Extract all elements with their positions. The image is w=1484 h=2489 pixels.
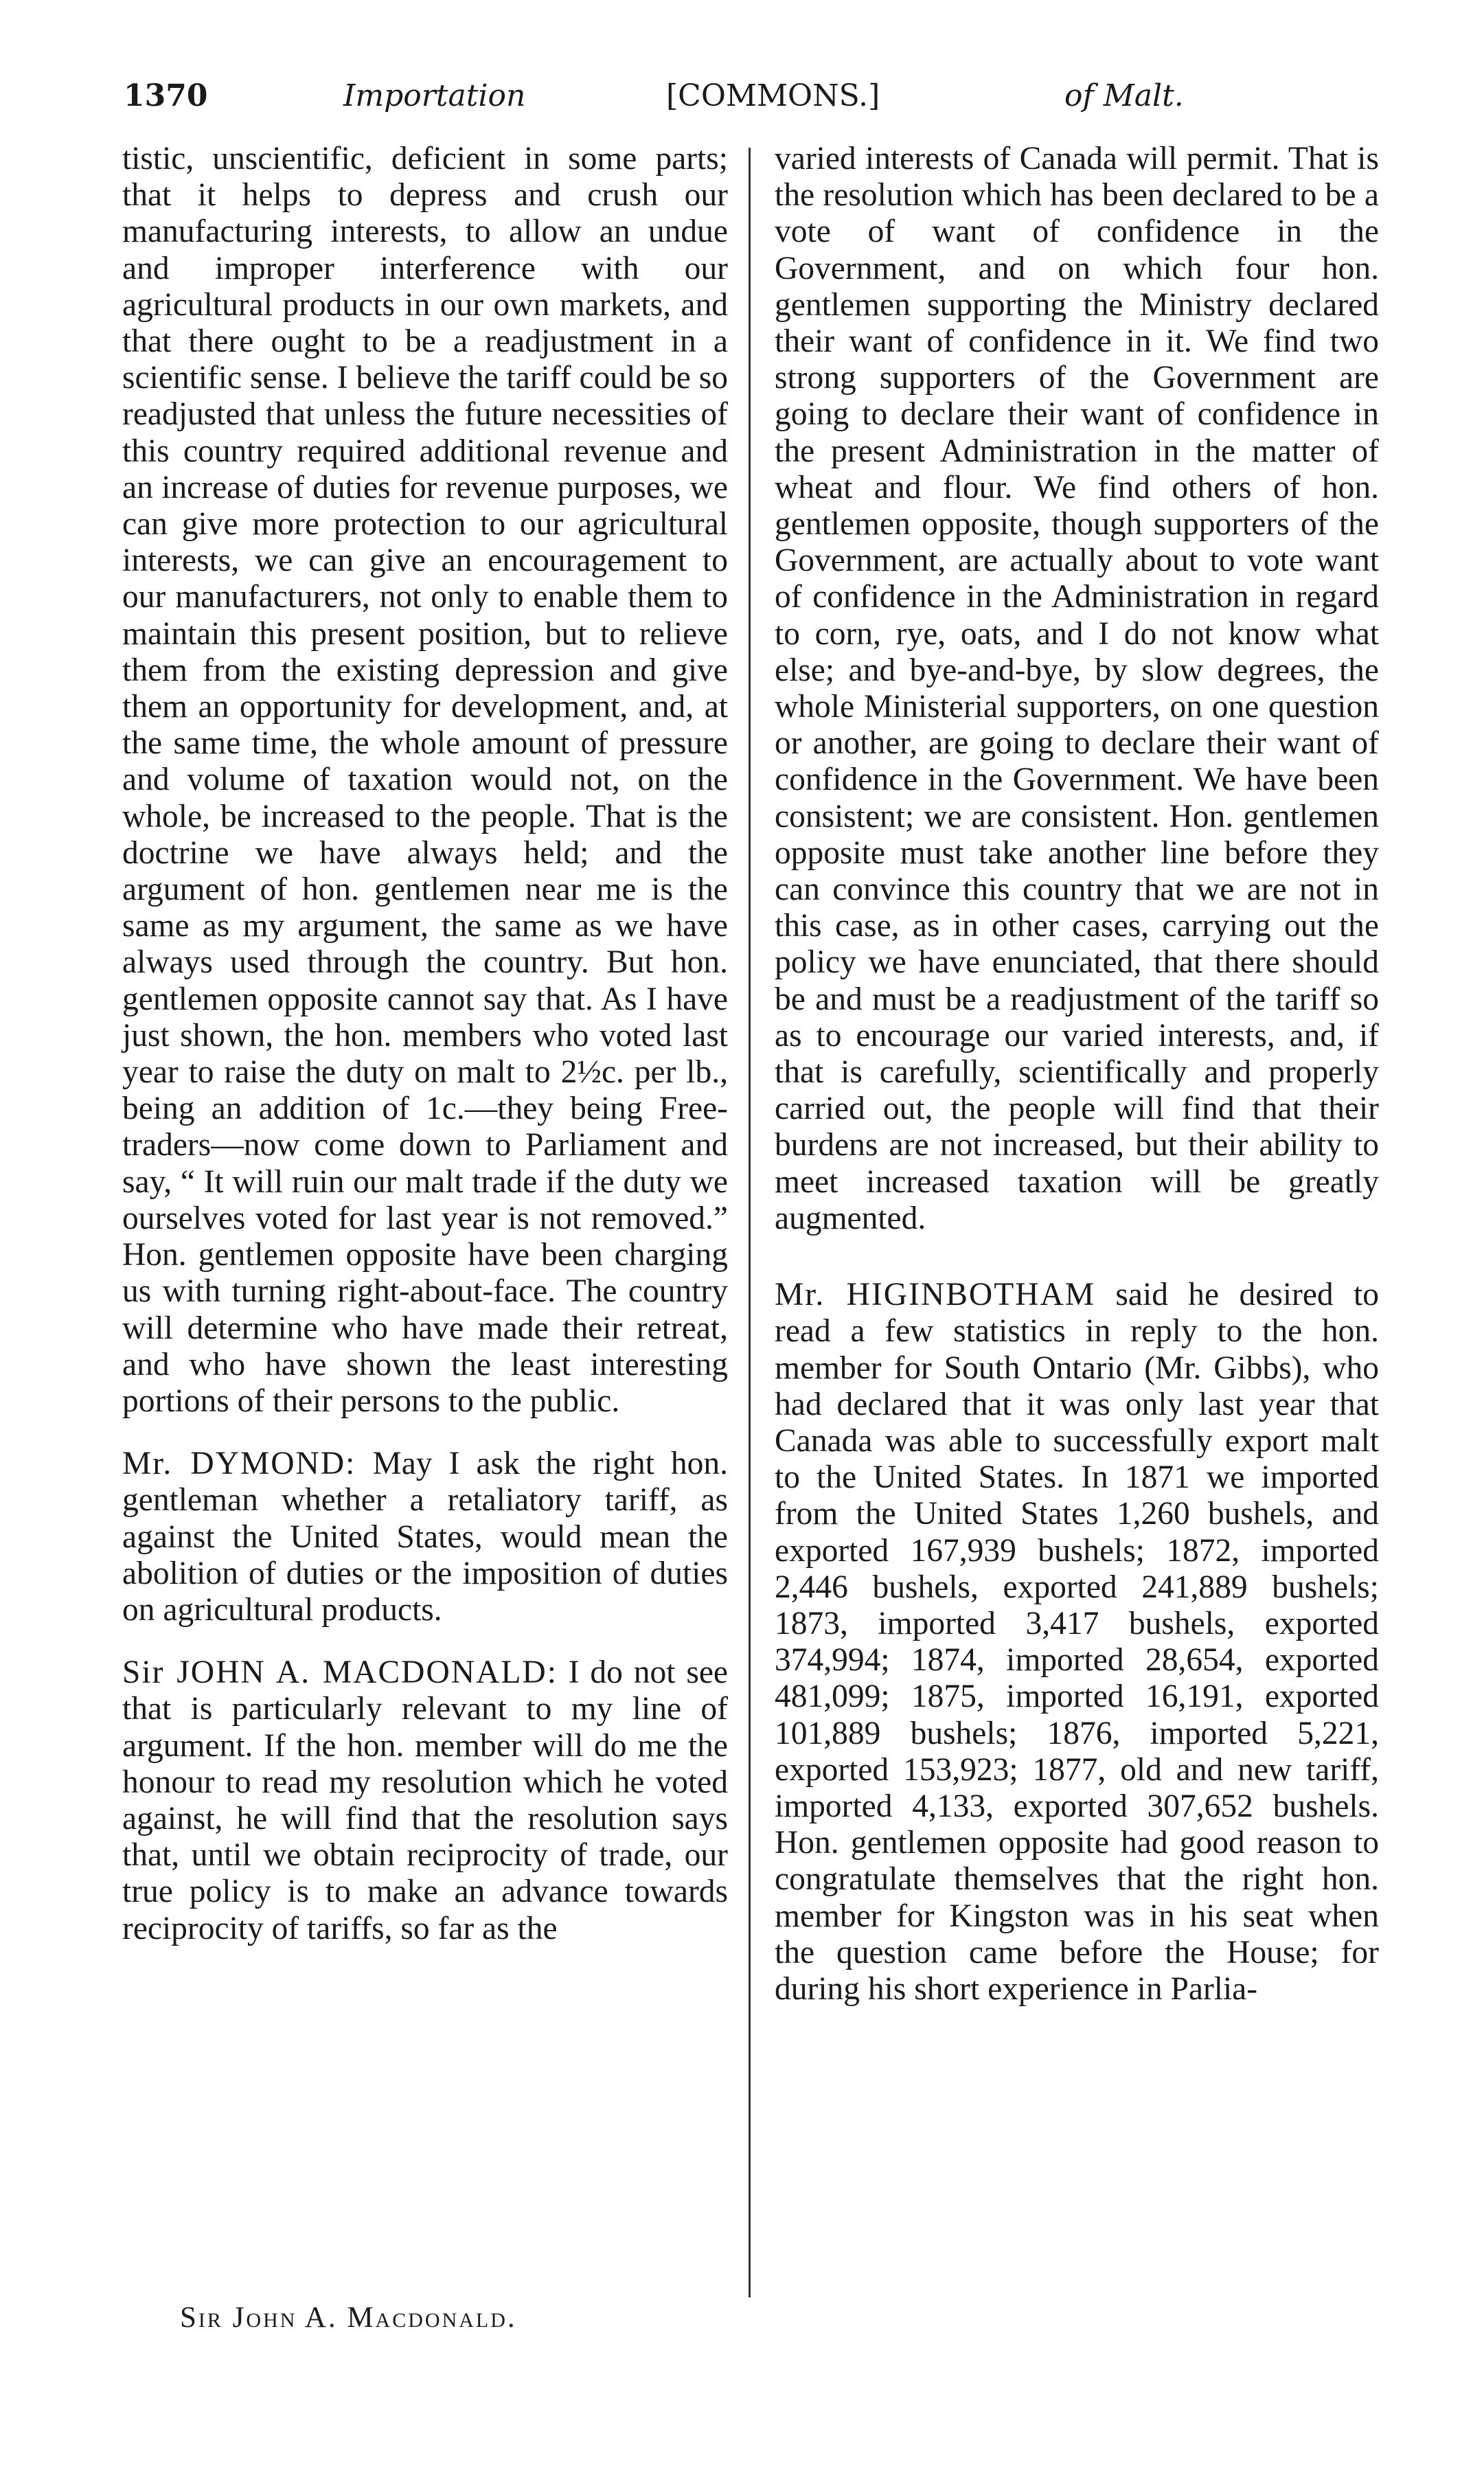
running-title-left: Importation [343,78,526,113]
right-column [775,141,1379,2008]
left-column [122,141,728,1947]
paragraph [122,1655,728,1947]
paragraph [122,1446,728,1628]
catchword-footer: Sir John A. Macdonald. [180,2302,517,2334]
speech-text: I do not see that is particularly relevant to my line of argument. If the hon. member will do me the honour to read my resolution which he voted against, he will find that the resolution says that, until we obtain reciprocity of trade, our true policy is to make an advance towards reciprocity of tariffs, so far as the [122,1655,728,1946]
speaker-name: Sir JOHN A. MACDONALD: [122,1655,558,1691]
speech-text: May I ask the right hon. gentleman whether a retaliatory tariff, as against the United States, would mean the abolition of duties or the imposition of duties on agricultural products. [122,1446,728,1628]
page-header [124,72,1222,120]
speech-text: said he desired to read a few statistics in reply to the hon. member for South Ontario (Mr. Gibbs), who had declared that it was only last year that Canada was able to successfully export malt to the United States. In 1871 we imported from the United States 1,260 bushels, and exported 167,939 bushels; 1872, imported 2,446 bushels, exported 241,889 bushels; 1873, imported 3,417 bushels, exported 374,994; 1874, imported 28,654, exported 481,099; 1875, imported 16,191, exported 101,889 bushels; 1876, imported 5,221, exported 153,923; 1877, old and new tariff, imported 4,133, exported 307,652 bushels. Hon. gentlemen opposite had good reason to congratulate themselves that the right hon. member for Kingston was in his seat when the question came before the House; for during his short experience in Parlia- [775,1277,1379,2007]
running-title-center: [COMMONS.] [666,78,880,113]
page-number: 1370 [124,78,208,113]
paragraph [775,1277,1379,2008]
running-title-right: of Malt. [1064,78,1184,113]
paragraph: varied interests of Canada will permit. That is the resolution which has been declared to be a vote of want of confidence in the Government, and on which four hon. gentlemen supporting the Ministry declared their want of confidence in it. We find two strong supporters of the Government are going to declare their want of confidence in the present Administration in the matter of wheat and flour. We find others of hon. gentlemen opposite, though supporters of the Government, are actually about to vote want of confidence in the Administration in regard to corn, rye, oats, and I do not know what else; and bye-and-bye, by slow degrees, the whole Ministerial supporters, on one question or another, are going to declare their want of confidence in the Government. We have been consistent; we are consistent. Hon. gentlemen opposite must take another line before they can convince this country that we are not in this case, as in other cases, carrying out the policy we have enunciated, that there should be and must be a readjustment of the tariff so as to encourage our varied interests, and, if that is carefully, scientifically and properly carried out, the people will find that their burdens are not increased, but their ability to meet increased taxation will be greatly augmented. [775,141,1379,1236]
speaker-name: Mr. HIGINBOTHAM [775,1277,1096,1313]
paragraph: tistic, unscientific, deficient in some parts; that it helps to depress and crush our manufacturing interests, to allow an undue and improper interference with our agricultural products in our own markets, and that there ought to be a readjustment in a scientific sense. I believe the tariff could be so readjusted that unless the future necessities of this country required additional revenue and an increase of duties for revenue purposes, we can give more protection to our agricultural interests, we can give an encouragement to our manufacturers, not only to enable them to maintain this present position, but to relieve them from the existing depression and give them an opportunity for development, and, at the same time, the whole amount of pressure and volume of taxation would not, on the whole, be increased to the people. That is the doctrine we have always held; and the argument of hon. gentlemen near me is the same as my argument, the same as we have always used through the country. But hon. gentlemen opposite cannot say that. As I have just shown, the hon. members who voted last year to raise the duty on malt to 2½c. per lb., being an addition of 1c.—they being Free-traders—now come down to Parliament and say, “ It will ruin our malt trade if the duty we ourselves voted for last year is not removed.” Hon. gentlemen opposite have been charging us with turning right-about-face. The country will determine who have made their retreat, and who have shown the least interesting portions of their persons to the public. [122,141,728,1419]
speaker-name: Mr. DYMOND: [122,1446,356,1482]
column-divider [749,148,751,2297]
